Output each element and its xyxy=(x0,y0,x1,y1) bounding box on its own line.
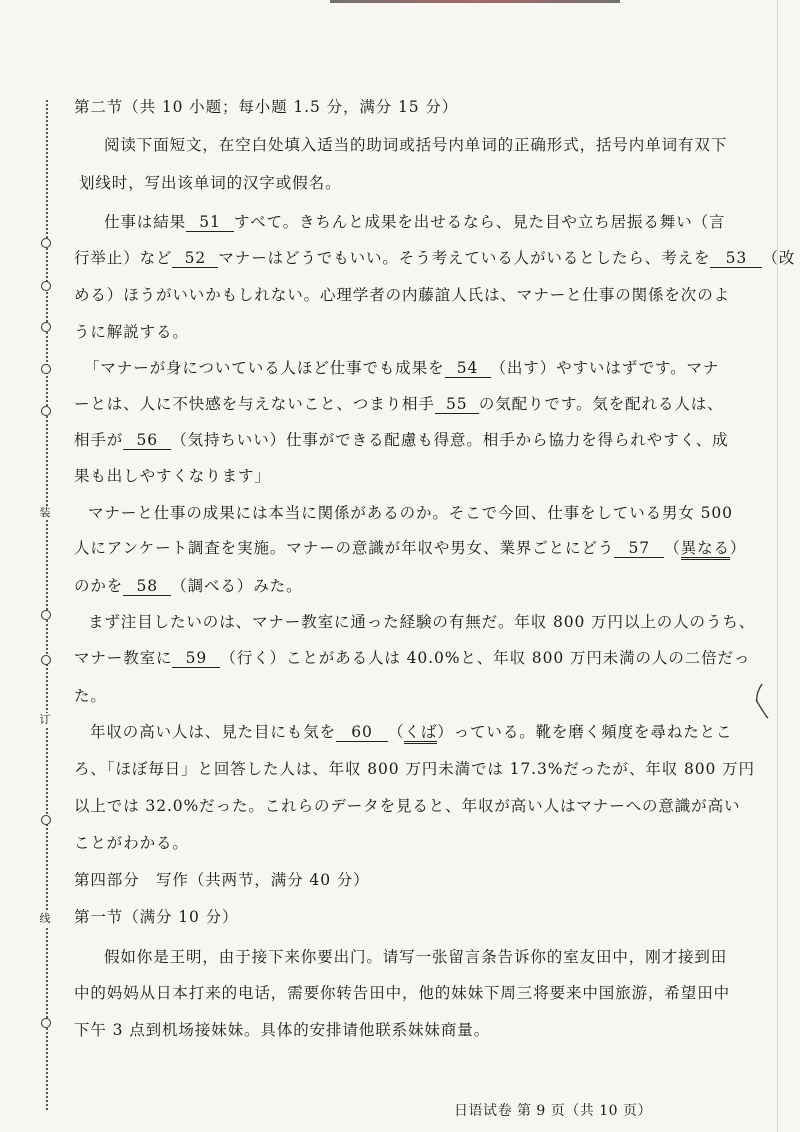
blank-59: 59 xyxy=(172,650,220,668)
blank-51: 51 xyxy=(186,214,234,232)
passage-line: める）ほうがいいかもしれない。心理学者の内藤誼人氏は、マナーと仕事の関係を次のよ xyxy=(74,286,731,304)
blank-56: 56 xyxy=(123,432,171,450)
instruction-line-2: 划线时，写出该单词的汉字或假名。 xyxy=(79,174,342,192)
binding-hole xyxy=(41,281,51,291)
passage-line: ことがわかる。 xyxy=(74,834,189,852)
passage-line: ろ、「ほぼ毎日」と回答した人は、年収 800 万円未満では 17.3%だったが、年収 800 万円 xyxy=(74,760,755,778)
passage-line: ーとは、人に不快感を与えないこと、つまり相手 55 の気配りです。気を配れる人は、 xyxy=(74,395,724,413)
page-footer: 日语试卷 第 9 页（共 10 页） xyxy=(454,1103,652,1119)
passage-line: 以上では 32.0%だった。これらのデータを見ると、年収が高い人はマナーへの意識が高い xyxy=(74,797,741,815)
page-edge xyxy=(777,0,778,1132)
passage-line: マナー教室に 59 （行く）ことがある人は 40.0%と、年収 800 万円未満の人の二倍だっ xyxy=(74,649,751,667)
binding-label-xian: 线 xyxy=(36,912,54,926)
passage-line: 行举止）など 52 マナーはどうでもいい。そう考えている人がいるとしたら、考えを 53 （改 xyxy=(74,249,796,267)
double-underlined-word: くば xyxy=(404,723,437,744)
writing-prompt-line: 下午 3 点到机场接妹妹。具体的安排请他联系妹妹商量。 xyxy=(74,1021,491,1039)
binding-hole xyxy=(41,1018,51,1028)
blank-52: 52 xyxy=(172,250,218,268)
instruction-line-1: 阅读下面短文，在空白处填入适当的助词或括号内单词的正确形式，括号内单词有双下 xyxy=(104,136,728,154)
binding-hole xyxy=(41,364,51,374)
passage-line: 年収の高い人は、見た目にも気を 60 （くば）っている。靴を磨く頻度を尋ねたとこ xyxy=(90,720,732,742)
binding-label-ding: 订 xyxy=(36,713,54,727)
binding-label-zhuang: 装 xyxy=(36,506,54,520)
passage-line: マナーと仕事の成果には本当に関係があるのか。そこで今回、仕事をしている男女 500 xyxy=(88,504,733,522)
section-2-heading: 第二节（共 10 小题；每小题 1.5 分，满分 15 分） xyxy=(74,98,459,116)
blank-57: 57 xyxy=(614,540,664,558)
binding-dotted-line xyxy=(46,100,48,1110)
passage-line: 相手が 56 （気持ちいい）仕事ができる配慮も得意。相手から協力を得られやすく、成 xyxy=(74,431,729,449)
passage-line: 「マナーが身についている人ほど仕事でも成果を 54 （出す）やすいはずです。マナ xyxy=(84,359,720,377)
binding-hole xyxy=(41,238,51,248)
binding-hole xyxy=(41,655,51,665)
binding-hole xyxy=(41,610,51,620)
binding-hole xyxy=(41,815,51,825)
passage-line: 人にアンケート調査を実施。マナーの意識が年収や男女、業界ごとにどう 57 （異なる） xyxy=(74,536,746,558)
blank-54: 54 xyxy=(445,360,491,378)
blank-60: 60 xyxy=(336,724,388,742)
passage-line: た。 xyxy=(74,687,107,705)
binding-hole xyxy=(41,322,51,332)
passage-line: のかを 58 （調べる）みた。 xyxy=(74,577,303,595)
binding-hole xyxy=(41,406,51,416)
passage-line: 果も出しやすくなります」 xyxy=(74,467,271,485)
writing-prompt-line: 假如你是王明，由于接下来你要出门。请写一张留言条告诉你的室友田中，刚才接到田 xyxy=(104,948,728,966)
passage-line: 仕事は結果 51 すべて。きちんと成果を出せるなら、見た目や立ち居振る舞い（言 xyxy=(104,213,726,231)
passage-line: まず注目したいのは、マナー教室に通った経験の有無だ。年収 800 万円以上の人のうち、 xyxy=(88,613,756,631)
scan-top-mark xyxy=(330,0,620,3)
pen-stroke-mark xyxy=(748,680,772,720)
double-underlined-word: 異なる xyxy=(681,539,730,560)
blank-53: 53 xyxy=(710,250,762,268)
part-4-heading: 第四部分 写作（共两节，满分 40 分） xyxy=(74,871,370,889)
blank-55: 55 xyxy=(435,396,479,414)
writing-prompt-line: 中的妈妈从日本打来的电话，需要你转告田中，他的妹妹下周三将要来中国旅游，希望田中 xyxy=(74,984,731,1002)
section-1-heading: 第一节（满分 10 分） xyxy=(74,908,239,926)
passage-line: うに解説する。 xyxy=(74,323,189,341)
blank-58: 58 xyxy=(123,578,171,596)
